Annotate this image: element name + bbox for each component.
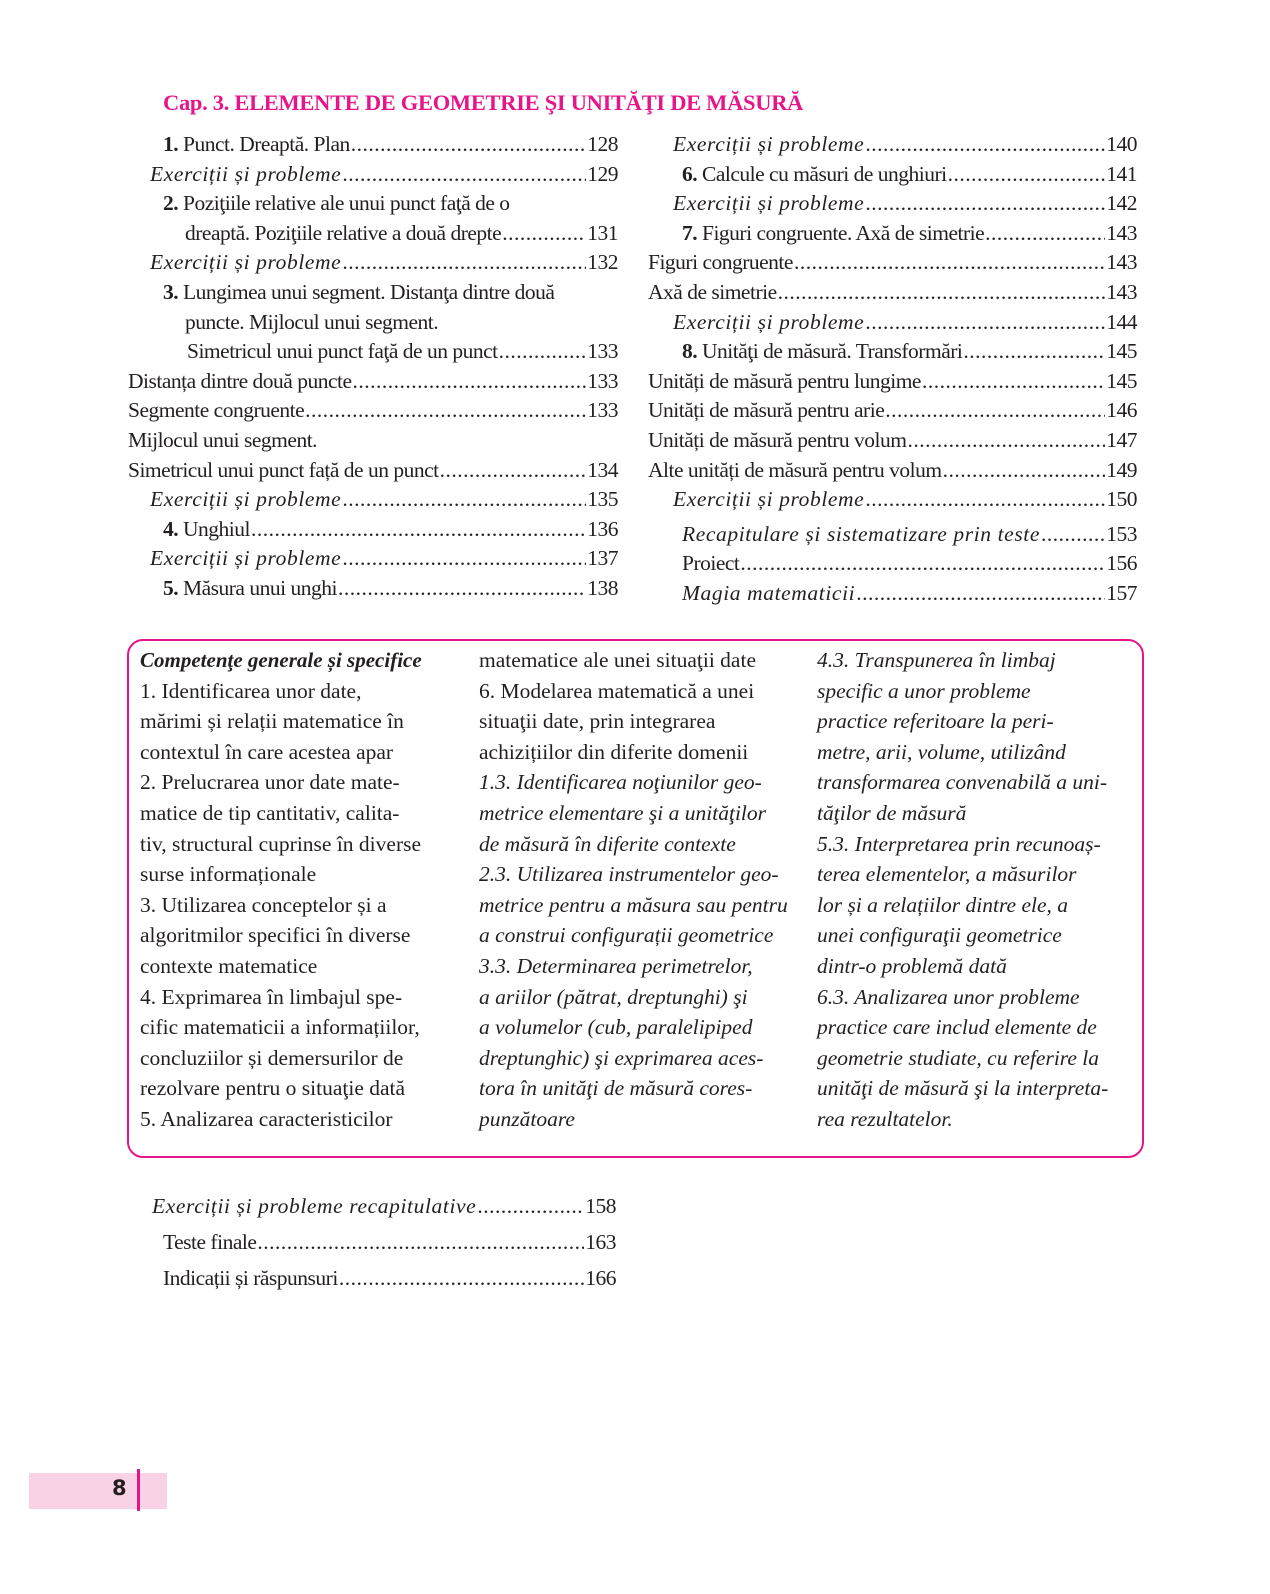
toc-entry[interactable] — [648, 191, 1137, 221]
toc-entry-page: 137 — [587, 546, 618, 571]
toc-right-column — [648, 132, 1137, 611]
toc-entry-label: Distanța dintre două puncte — [128, 368, 352, 393]
toc-entry-label: Segmente congruente — [128, 398, 305, 423]
toc-entry-page: 143 — [1106, 279, 1137, 304]
leader-dots — [338, 576, 586, 601]
toc-entry-page: 146 — [1106, 398, 1137, 423]
toc-entry-page: 144 — [1106, 309, 1137, 334]
competence-line: practice care includ elemente de — [817, 1015, 1097, 1040]
toc-entry[interactable] — [648, 369, 1137, 399]
toc-entry-label: Teste finale — [163, 1230, 257, 1254]
toc-entry[interactable] — [152, 1230, 616, 1266]
competence-line: 6.3. Analizarea unor probleme — [817, 984, 1080, 1009]
toc-entry[interactable] — [128, 280, 618, 310]
competence-line: terea elementelor, a măsurilor — [817, 862, 1077, 887]
toc-entry[interactable] — [648, 428, 1137, 458]
toc-entry[interactable] — [128, 546, 618, 576]
leader-dots — [305, 398, 586, 423]
toc-entry-label: dreaptă. Poziţiile relative a două drepte — [185, 220, 502, 245]
toc-entry-label: Exerciții și probleme — [673, 309, 865, 334]
competence-line: matematice ale unei situaţii date — [479, 648, 756, 672]
competence-line: situaţii date, prin integrarea — [479, 709, 716, 734]
leader-dots — [865, 132, 1105, 157]
toc-entry-label: Proiect — [682, 551, 740, 576]
toc-entry[interactable] — [128, 576, 618, 606]
page-number-tab — [29, 1473, 167, 1509]
toc-entry-label: Exerciții și probleme — [673, 132, 865, 156]
toc-entry-page: 143 — [1106, 250, 1137, 275]
competence-line: matice de tip cantitativ, calita- — [140, 800, 400, 825]
competence-line: tiv, structural cuprinse în diverse — [140, 831, 422, 856]
toc-entry-number: 7. — [682, 220, 698, 245]
toc-entry-label: Figuri congruente — [648, 250, 793, 275]
leader-dots — [907, 428, 1105, 453]
toc-entry-page: 140 — [1106, 132, 1137, 156]
toc-entry-label: Exerciții și probleme — [673, 487, 865, 512]
competence-line: 2.3. Utilizarea instrumentelor geo- — [479, 862, 779, 887]
competence-line: 3.3. Determinarea perimetrelor, — [479, 953, 753, 978]
leader-dots — [342, 487, 586, 512]
leader-dots — [257, 1230, 584, 1255]
toc-entry-page: 131 — [587, 220, 618, 245]
leader-dots — [943, 458, 1106, 483]
competence-line: 1.3. Identificarea noţiunilor geo- — [479, 770, 762, 795]
toc-entry-label: Alte unități de măsură pentru volum — [648, 457, 942, 482]
toc-entry[interactable] — [648, 221, 1137, 251]
leader-dots — [856, 581, 1105, 606]
leader-dots — [885, 398, 1105, 423]
toc-entry[interactable] — [648, 310, 1137, 340]
competence-line: geometrie studiate, cu referire la — [817, 1045, 1100, 1070]
leader-dots — [865, 191, 1105, 216]
competence-line: surse informaționale — [140, 862, 317, 887]
competence-line: 4. Exprimarea în limbajul spe- — [140, 984, 403, 1009]
toc-entry-page: 136 — [587, 516, 618, 541]
toc-entry-page: 145 — [1106, 368, 1137, 393]
leader-dots — [985, 221, 1105, 246]
toc-entry-label: Exerciții și probleme — [150, 250, 342, 275]
toc-entry-number: 1. — [163, 132, 179, 156]
toc-entry-page: 133 — [587, 398, 618, 423]
toc-entry-label: Calcule cu măsuri de unghiuri — [697, 161, 947, 186]
toc-entry[interactable] — [128, 132, 618, 162]
leader-dots — [353, 369, 587, 394]
toc-entry[interactable] — [128, 517, 618, 547]
leader-dots — [440, 458, 587, 483]
leader-dots — [922, 369, 1105, 394]
leader-dots — [251, 517, 586, 542]
toc-entry-page: 166 — [585, 1266, 616, 1290]
toc-entry[interactable] — [128, 250, 618, 280]
competence-line: a ariilor (pătrat, dreptunghi) şi — [479, 984, 748, 1009]
competence-line: practice referitoare la peri- — [817, 709, 1054, 734]
toc-entry-page: 150 — [1106, 487, 1137, 512]
leader-dots — [948, 162, 1106, 187]
toc-entry-label: Recapitulare și sistematizare prin teste — [682, 521, 1041, 546]
toc-entry[interactable] — [648, 581, 1137, 611]
competence-line: dreptunghic) şi exprimarea aces- — [479, 1045, 764, 1070]
toc-entry-page: 132 — [587, 250, 618, 275]
competence-line: 4.3. Transpunerea în limbaj — [817, 648, 1056, 672]
toc-entry-page: 156 — [1106, 551, 1137, 576]
toc-entry[interactable] — [128, 487, 618, 517]
competence-line: metrice elementare şi a unităţilor — [479, 800, 767, 825]
competences-column-3 — [817, 645, 1133, 1135]
toc-entry-page: 128 — [587, 132, 618, 156]
toc-entry-label: Exerciții și probleme — [150, 487, 342, 512]
toc-entry-page: 147 — [1106, 427, 1137, 452]
competence-line: 5. Analizarea caracteristicilor — [140, 1106, 393, 1131]
toc-entry[interactable] — [128, 191, 618, 221]
competence-line: a construi configurații geometrice — [479, 923, 774, 948]
toc-entry-page: 145 — [1106, 339, 1137, 364]
toc-entry[interactable] — [128, 221, 618, 251]
competence-line: lor și a relațiilor dintre ele, a — [817, 892, 1069, 917]
leader-dots — [1041, 522, 1105, 547]
toc-entry-label: Unități de măsură pentru lungime — [648, 368, 921, 393]
competence-line: algoritmilor specifici în diverse — [140, 923, 411, 948]
page-number-divider — [137, 1469, 140, 1511]
toc-entry-label: puncte. Mijlocul unui segment. — [185, 309, 439, 334]
competence-line: transformarea convenabilă a uni- — [817, 770, 1108, 795]
toc-entry[interactable] — [128, 458, 618, 488]
leader-dots — [342, 546, 586, 571]
toc-entry[interactable] — [128, 428, 618, 458]
competences-column-2 — [479, 645, 795, 1135]
toc-entry[interactable] — [128, 339, 618, 369]
toc-entry-label: Exerciții și probleme — [150, 161, 342, 186]
toc-entry-number: 8. — [682, 339, 698, 364]
toc-entry[interactable] — [648, 250, 1137, 280]
leader-dots — [477, 1194, 584, 1219]
toc-back-matter — [152, 1194, 616, 1302]
toc-entry-page: 143 — [1106, 220, 1137, 245]
toc-entry-label: Exerciții și probleme recapitulative — [152, 1194, 477, 1218]
competence-line: unităţi de măsură şi la interpreta- — [817, 1076, 1109, 1101]
page-number: 8 — [112, 1476, 127, 1500]
competence-line: 3. Utilizarea conceptelor și a — [140, 892, 387, 917]
competence-line: a volumelor (cub, paralelipiped — [479, 1015, 753, 1040]
toc-entry[interactable] — [648, 132, 1137, 162]
toc-entry[interactable] — [648, 487, 1137, 517]
toc-entry[interactable] — [648, 339, 1137, 369]
toc-entry-label: Simetricul unui punct faţă de un punct — [187, 339, 498, 364]
toc-entry-page: 149 — [1106, 457, 1137, 482]
leader-dots — [778, 280, 1106, 305]
toc-entry-page: 157 — [1106, 580, 1137, 605]
competence-line: tăţilor de măsură — [817, 800, 967, 825]
leader-dots — [499, 339, 587, 364]
toc-entry-page: 142 — [1106, 191, 1137, 216]
competence-line: specific a unor probleme — [817, 678, 1031, 703]
toc-entry-label: Axă de simetrie — [648, 279, 777, 304]
toc-entry-number: 2. — [163, 191, 179, 216]
toc-left-column — [128, 132, 618, 606]
toc-entry-page: 134 — [587, 457, 618, 482]
toc-entry-page: 133 — [587, 339, 618, 364]
toc-entry-label: Simetricul unui punct față de un punct — [128, 457, 439, 482]
toc-entry-label: Poziţiile relative ale unui punct faţă de o — [178, 191, 510, 216]
toc-entry-label: Exerciții și probleme — [673, 191, 865, 216]
competence-line: punzătoare — [479, 1106, 575, 1131]
leader-dots — [502, 221, 586, 246]
toc-entry[interactable] — [648, 398, 1137, 428]
competences-column-1 — [140, 645, 456, 1135]
toc-entry-page: 163 — [585, 1230, 616, 1254]
toc-entry[interactable] — [128, 369, 618, 399]
competence-line: unei configuraţii geometrice — [817, 923, 1062, 948]
toc-entry[interactable] — [152, 1266, 616, 1302]
toc-entry-page: 133 — [587, 368, 618, 393]
competence-line: achizițiilor din diferite domenii — [479, 739, 749, 764]
toc-entry[interactable] — [648, 162, 1137, 192]
toc-entry[interactable] — [648, 522, 1137, 552]
competence-line: cific matematicii a informațiilor, — [140, 1015, 420, 1040]
toc-entry[interactable] — [648, 280, 1137, 310]
toc-entry-label: Unităţi de măsură. Transformări — [697, 339, 963, 364]
toc-entry-label: Indicații și răspunsuri — [163, 1266, 338, 1290]
competence-line: 5.3. Interpretarea prin recunoaș- — [817, 831, 1101, 856]
leader-dots — [342, 162, 586, 187]
leader-dots — [740, 551, 1105, 576]
leader-dots — [794, 250, 1105, 275]
toc-entry-label: Măsura unui unghi — [178, 575, 337, 600]
competence-line: 1. Identificarea unor date, — [140, 678, 362, 703]
toc-entry-number: 3. — [163, 279, 179, 304]
toc-entry-number: 4. — [163, 516, 179, 541]
competence-line: dintr-o problemă dată — [817, 953, 1007, 978]
toc-entry[interactable] — [648, 551, 1137, 581]
toc-entry-number: 6. — [682, 161, 698, 186]
leader-dots — [963, 339, 1105, 364]
toc-entry-label: Exerciții și probleme — [150, 546, 342, 571]
toc-entry-page: 141 — [1106, 161, 1137, 186]
leader-dots — [351, 132, 587, 157]
competence-line: concluziilor și demersurilor de — [140, 1045, 404, 1070]
chapter-title: Cap. 3. ELEMENTE DE GEOMETRIE ŞI UNITĂŢI DE MĂSURĂ — [163, 90, 804, 115]
leader-dots — [865, 310, 1105, 335]
competence-line: de măsură în diferite contexte — [479, 831, 736, 856]
toc-entry-label: Figuri congruente. Axă de simetrie — [697, 220, 985, 245]
competence-line: rea rezultatelor. — [817, 1106, 953, 1131]
toc-entry-page: 138 — [587, 575, 618, 600]
toc-entry[interactable] — [128, 162, 618, 192]
toc-entry-number: 5. — [163, 575, 179, 600]
toc-entry-label: Magia matematicii — [682, 580, 856, 605]
toc-entry[interactable] — [128, 398, 618, 428]
toc-entry-label: Mijlocul unui segment. — [128, 427, 318, 452]
competence-line: contextul în care acestea apar — [140, 739, 394, 764]
toc-entry[interactable] — [648, 458, 1137, 488]
toc-entry-page: 135 — [587, 487, 618, 512]
competence-line: contexte matematice — [140, 953, 318, 978]
competence-line: metre, arii, volume, utilizând — [817, 739, 1066, 764]
toc-entry-page: 158 — [585, 1194, 616, 1218]
toc-entry-label: Unități de măsură pentru arie — [648, 398, 885, 423]
competence-line: mărimi și relații matematice în — [140, 709, 404, 734]
leader-dots — [339, 1266, 584, 1291]
toc-entry-label: Unități de măsură pentru volum — [648, 427, 907, 452]
toc-entry-label: Lungimea unui segment. Distanţa dintre două — [178, 279, 555, 304]
toc-entry[interactable] — [128, 310, 618, 340]
competence-line: 6. Modelarea matematică a unei — [479, 678, 755, 703]
toc-entry-page: 129 — [587, 161, 618, 186]
competence-line: metrice pentru a măsura sau pentru — [479, 892, 788, 917]
competence-line: 2. Prelucrarea unor date mate- — [140, 770, 400, 795]
toc-entry-page: 153 — [1106, 521, 1137, 546]
leader-dots — [865, 487, 1105, 512]
toc-entry-label: Punct. Dreaptă. Plan — [178, 132, 350, 156]
competence-line: rezolvare pentru o situaţie dată — [140, 1076, 406, 1101]
competence-line: tora în unităţi de măsură cores- — [479, 1076, 753, 1101]
toc-entry-label: Unghiul — [178, 516, 250, 541]
toc-entry[interactable] — [152, 1194, 616, 1230]
leader-dots — [342, 250, 586, 275]
competences-heading: Competenţe generale și specifice — [140, 648, 422, 672]
